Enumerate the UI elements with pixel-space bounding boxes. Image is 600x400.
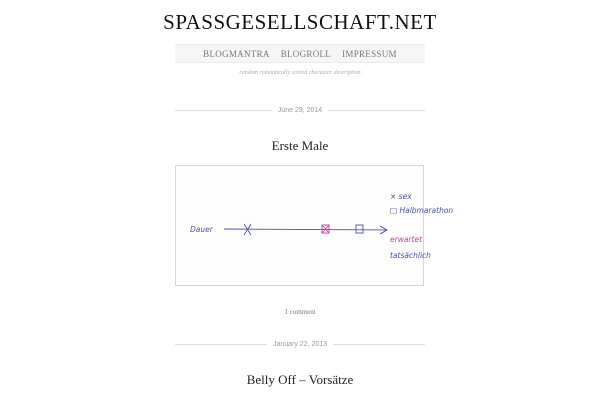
overlap-marker (322, 225, 329, 233)
post-title[interactable]: Erste Male (271, 138, 329, 153)
post-title[interactable]: Belly Off – Vorsätze (246, 372, 354, 387)
sketch-label-actual: tatsächlich (390, 251, 431, 260)
divider-line (175, 344, 267, 345)
post-date[interactable]: January 22, 2013 (272, 340, 328, 348)
sketch-legend-halbmarathon: □ Halbmarathon (390, 206, 454, 215)
nav-item-blogroll[interactable]: BLOGROLL (280, 48, 332, 59)
site-title[interactable]: SPASSGESELLSCHAFT.NET (163, 10, 437, 34)
comments-link[interactable]: 1 comment (284, 308, 316, 316)
site-tagline: random romantically scored character description (239, 70, 361, 76)
post-date-divider (175, 338, 425, 350)
divider-line (333, 344, 425, 345)
divider-line (175, 110, 272, 111)
post-date[interactable]: June 29, 2014 (277, 106, 323, 114)
post-date-divider (175, 104, 425, 116)
square-marker (356, 225, 363, 233)
post-image-sketch[interactable] (175, 165, 454, 286)
main-navigation (175, 44, 425, 63)
timeline-line (224, 229, 386, 230)
nav-item-blogmantra[interactable]: BLOGMANTRA (203, 48, 270, 59)
sketch-axis-label: Dauer (190, 225, 213, 234)
nav-item-impressum[interactable]: IMPRESSUM (342, 48, 397, 59)
sketch-legend-sex: × sex (390, 192, 412, 201)
divider-line (328, 110, 425, 111)
sketch-label-expected: erwartet (390, 235, 423, 244)
